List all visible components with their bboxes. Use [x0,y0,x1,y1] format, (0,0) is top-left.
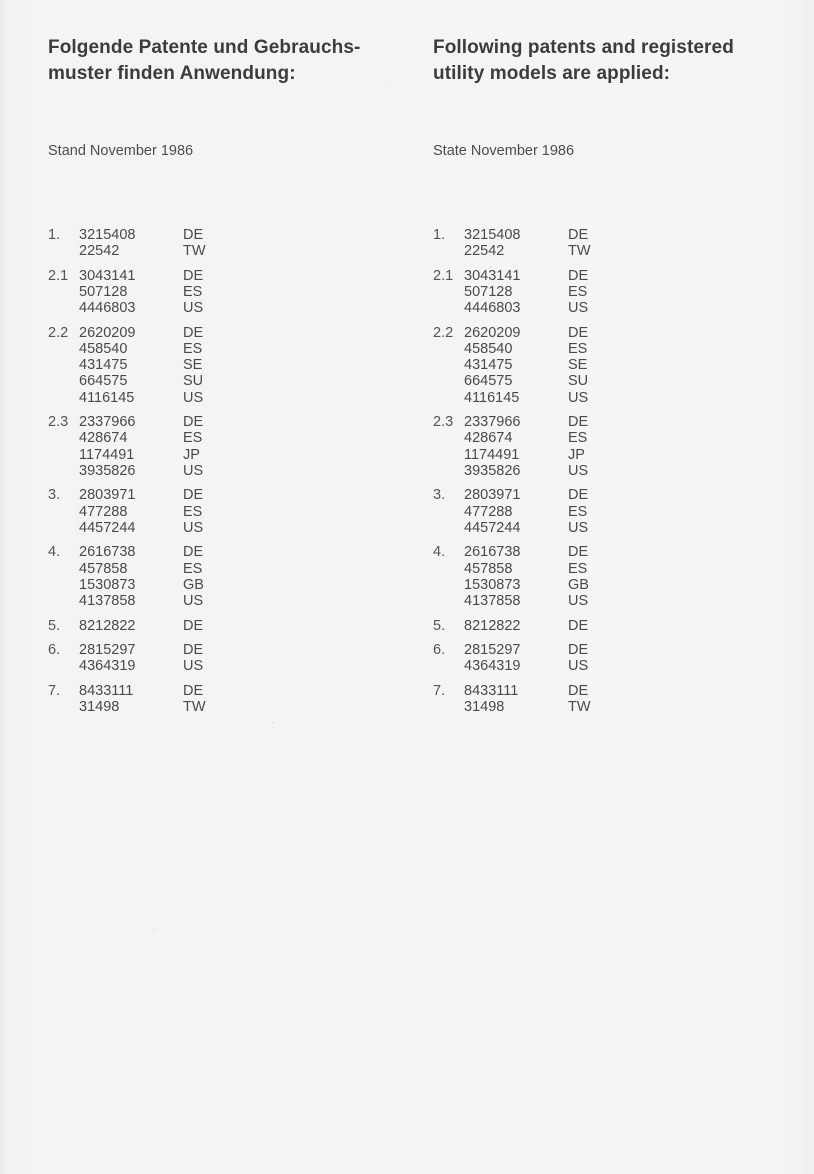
country-code: DE [568,267,589,284]
patent-row [464,300,588,316]
country-code: GB [568,576,589,593]
paper-speck [154,929,155,930]
country-code: ES [183,284,203,300]
group-number: 4. [433,544,446,561]
patent-row [79,683,206,699]
patent-row [79,373,203,389]
group-number: 6. [48,642,61,659]
patent-row [79,268,203,284]
patent-group [433,642,633,674]
patent-row [79,414,203,430]
patent-group [48,544,248,609]
country-code: DE [183,267,204,284]
country-code: ES [568,560,588,577]
patent-number: 458540 [464,341,513,357]
patent-entries [464,268,588,317]
patent-row [464,487,588,503]
group-number: 7. [48,683,61,699]
patent-number: 1174491 [464,446,520,463]
patent-row [79,699,206,715]
country-code: US [183,519,204,536]
patent-entries [464,487,588,536]
country-code: DE [183,414,204,431]
patent-number: 4446803 [464,300,521,317]
patent-row [79,325,203,341]
country-code: DE [568,227,589,243]
group-number: 1. [48,227,61,243]
patent-entries [79,683,206,715]
patent-number: 4137858 [79,593,136,610]
paper-speck [386,82,387,83]
patent-entries [79,642,203,674]
patent-number: 4116145 [464,389,520,406]
patent-number: 22542 [464,243,505,260]
country-code: DE [568,544,589,561]
country-code: ES [568,341,588,357]
patent-group [48,618,248,634]
country-code: DE [183,544,204,561]
patent-row [464,447,588,463]
country-code: DE [568,642,589,659]
patent-group [48,642,248,674]
patent-entries [464,414,588,479]
country-code: TW [568,243,591,260]
patent-row [79,300,203,316]
patent-number: 431475 [464,357,513,374]
patent-number: 477288 [79,503,128,520]
country-code: JP [183,446,200,463]
patent-group [48,487,248,536]
patent-number: 457858 [464,560,513,577]
german-heading: Folgende Patente und Gebrauchs- muster finden Anwendung: [48,37,361,84]
patent-number: 3935826 [464,462,521,479]
patent-group [48,683,248,715]
patent-row [464,618,588,634]
country-code: ES [183,560,203,577]
patent-number: 2803971 [464,487,521,504]
patent-number: 4446803 [79,300,136,317]
patent-number: 8212822 [464,617,521,634]
country-code: US [568,593,589,610]
country-code: DE [568,617,589,634]
patent-group [433,325,633,406]
patent-number: 507128 [464,284,513,300]
patent-number: 664575 [464,373,513,390]
country-code: US [183,658,204,675]
patent-row [464,357,588,373]
patent-row [464,430,588,446]
patent-group [433,487,633,536]
patent-entries [79,544,204,609]
country-code: DE [183,324,204,341]
patent-row [79,463,203,479]
patent-number: 2620209 [79,324,136,341]
group-number: 2.3 [48,414,69,431]
patent-number: 1174491 [79,446,135,463]
country-code: US [568,519,589,536]
group-number: 2.3 [433,414,454,431]
patent-row [464,268,588,284]
country-code: US [568,300,589,317]
country-code: DE [183,683,204,699]
group-number: 3. [433,487,446,504]
paper-speck [272,722,273,723]
patent-group [48,268,248,317]
country-code: GB [183,576,204,593]
group-number: 3. [48,487,61,504]
patent-group [433,544,633,609]
patent-row [464,642,588,658]
patent-row [464,341,588,357]
country-code: SU [568,373,589,390]
country-code: DE [568,414,589,431]
country-code: ES [568,430,588,447]
patent-group [433,618,633,634]
group-number: 7. [433,683,446,699]
patent-number: 3935826 [79,462,136,479]
patent-row [79,430,203,446]
patent-row [79,487,203,503]
group-number: 1. [433,227,446,243]
patent-row [464,593,589,609]
patent-entries [464,227,591,259]
patent-row [79,284,203,300]
country-code: DE [183,487,204,504]
group-number: 2.2 [48,324,69,341]
country-code: SE [183,357,203,374]
patent-row [79,642,203,658]
patent-group [433,683,633,715]
english-state-date: State November 1986 [433,143,575,159]
patent-number: 3043141 [79,267,136,284]
patent-number: 3215408 [79,227,136,243]
group-number: 5. [433,617,446,634]
patent-entries [464,618,588,634]
patent-number: 22542 [79,243,120,260]
country-code: ES [183,341,203,357]
patent-number: 4457244 [79,519,136,536]
patent-entries [464,683,591,715]
patent-row [464,463,588,479]
patent-row [464,284,588,300]
patent-number: 664575 [79,373,128,390]
country-code: DE [568,487,589,504]
patent-number: 2337966 [464,414,521,431]
patent-entries [464,544,589,609]
patent-group [433,414,633,479]
patent-row [79,357,203,373]
patent-row [79,593,204,609]
patent-row [464,227,591,243]
patent-row [464,683,591,699]
patent-number: 3215408 [464,227,521,243]
patent-entries [79,414,203,479]
patent-number: 2803971 [79,487,136,504]
patent-row [79,520,203,536]
country-code: US [183,389,204,406]
country-code: ES [568,284,588,300]
group-number: 6. [433,642,446,659]
patent-row [79,447,203,463]
patent-number: 4137858 [464,593,521,610]
patent-number: 477288 [464,503,513,520]
patent-row [464,577,589,593]
patent-group [48,414,248,479]
patent-row [464,390,588,406]
patent-row [464,699,591,715]
patent-number: 1530873 [464,576,521,593]
country-code: SU [183,373,204,390]
patent-row [79,341,203,357]
patent-row [79,544,204,560]
patent-row [464,544,589,560]
patent-group [433,227,633,259]
patent-number: 2815297 [464,642,521,659]
country-code: TW [183,243,206,260]
patent-number: 428674 [464,430,513,447]
country-code: US [183,300,204,317]
patent-entries [79,325,203,406]
patent-number: 31498 [464,699,505,716]
patent-entries [79,268,203,317]
patent-number: 4364319 [79,658,136,675]
patent-number: 8212822 [79,617,136,634]
patent-entries [79,618,203,634]
country-code: ES [183,430,203,447]
patent-row [79,390,203,406]
patent-number: 31498 [79,699,120,716]
patent-row [464,373,588,389]
patent-number: 2337966 [79,414,136,431]
country-code: TW [568,699,591,716]
patent-entries [79,487,203,536]
patent-row [79,561,204,577]
english-heading: Following patents and registered utility models are applied: [433,37,734,84]
patent-number: 8433111 [79,683,134,699]
country-code: US [183,593,204,610]
country-code: TW [183,699,206,716]
country-code: DE [568,683,589,699]
patent-number: 1530873 [79,576,136,593]
patent-number: 2620209 [464,324,521,341]
country-code: JP [568,446,585,463]
country-code: US [568,462,589,479]
patent-row [79,243,206,259]
country-code: US [183,462,204,479]
english-patent-list [433,227,633,724]
patent-row [464,414,588,430]
country-code: DE [183,227,204,243]
patent-entries [464,642,588,674]
patent-number: 2616738 [79,544,136,561]
country-code: DE [568,324,589,341]
patent-row [464,561,589,577]
patent-row [464,520,588,536]
patent-number: 4364319 [464,658,521,675]
country-code: DE [183,642,204,659]
patent-number: 458540 [79,341,128,357]
patent-row [79,658,203,674]
german-patent-list [48,227,248,724]
patent-number: 428674 [79,430,128,447]
patent-entries [79,227,206,259]
country-code: ES [183,503,203,520]
patent-row [79,577,204,593]
patent-number: 431475 [79,357,128,374]
patent-row [79,504,203,520]
patent-number: 2815297 [79,642,136,659]
german-state-date: Stand November 1986 [48,143,194,159]
group-number: 2.1 [48,267,69,284]
country-code: US [568,658,589,675]
patent-entries [464,325,588,406]
group-number: 5. [48,617,61,634]
patent-number: 2616738 [464,544,521,561]
patent-number: 4457244 [464,519,521,536]
patent-number: 3043141 [464,267,521,284]
patent-row [464,243,591,259]
patent-row [464,325,588,341]
patent-group [48,227,248,259]
patent-group [433,268,633,317]
group-number: 2.1 [433,267,454,284]
patent-number: 4116145 [79,389,135,406]
patent-group [48,325,248,406]
patent-number: 457858 [79,560,128,577]
patent-number: 507128 [79,284,128,300]
group-number: 4. [48,544,61,561]
patent-number: 8433111 [464,683,519,699]
country-code: SE [568,357,588,374]
patent-row [79,227,206,243]
country-code: ES [568,503,588,520]
patent-row [464,504,588,520]
group-number: 2.2 [433,324,454,341]
country-code: DE [183,617,204,634]
patent-row [464,658,588,674]
country-code: US [568,389,589,406]
patent-row [79,618,203,634]
